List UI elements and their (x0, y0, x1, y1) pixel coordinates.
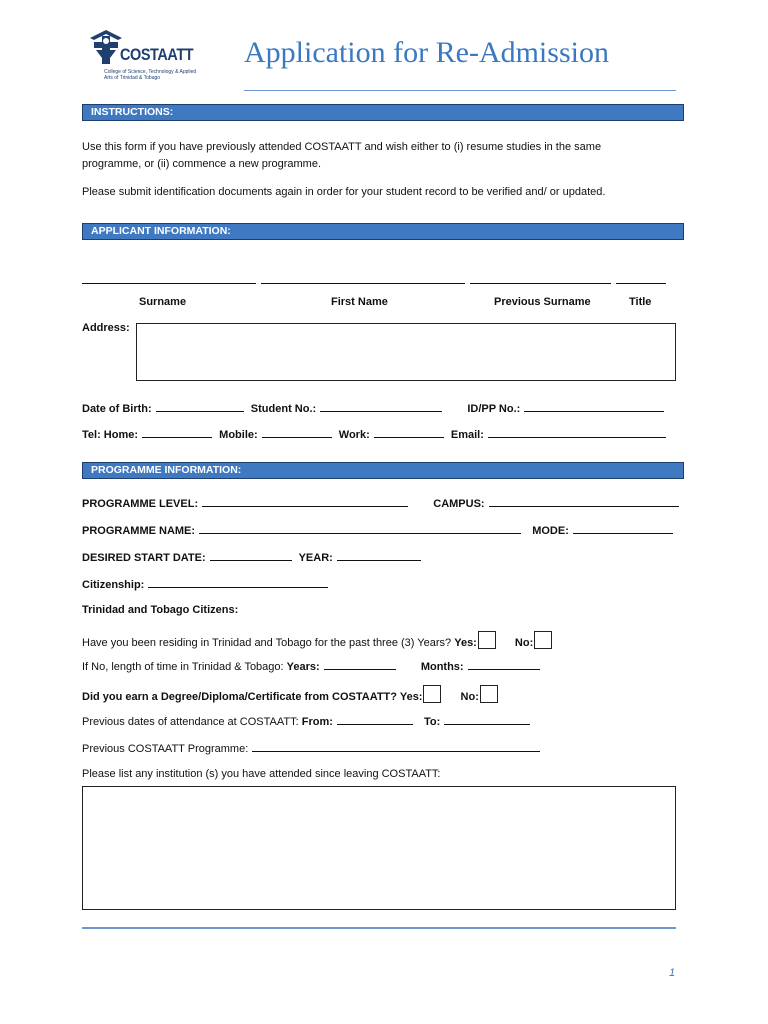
degree-question: Did you earn a Degree/Diploma/Certificate from COSTAATT? (82, 691, 397, 703)
instructions-heading: INSTRUCTIONS: (82, 104, 684, 121)
year-field[interactable] (337, 549, 421, 561)
from-field[interactable] (337, 713, 413, 725)
citizenship-field[interactable] (148, 576, 328, 588)
surname-field[interactable] (82, 272, 256, 284)
degree-row (82, 685, 510, 703)
logo-tagline: College of Science, Technology & Applied Arts of Trinidad & Tobago (104, 69, 197, 81)
months-label: Months: (420, 661, 464, 673)
programme-name-row (82, 522, 677, 537)
year-label: YEAR: (298, 552, 333, 564)
address-label: Address: (82, 322, 130, 334)
address-field[interactable] (136, 323, 676, 381)
work-label: Work: (338, 429, 370, 441)
instructions-text-line2: programme, or (ii) commence a new programme. (82, 158, 322, 170)
residing-no-checkbox[interactable] (534, 631, 552, 649)
previous-surname-field[interactable] (470, 272, 611, 284)
institutions-field[interactable] (82, 786, 676, 910)
title-rule (244, 90, 676, 91)
mobile-label: Mobile: (219, 429, 258, 441)
degree-no-checkbox[interactable] (480, 685, 498, 703)
citizenship-label: Citizenship: (82, 579, 145, 591)
page-number: 1 (669, 967, 676, 979)
dob-row (82, 400, 668, 415)
programme-info-heading: PROGRAMME INFORMATION: (82, 462, 684, 479)
applicant-info-heading: APPLICANT INFORMATION: (82, 223, 684, 240)
footer-rule (82, 927, 676, 929)
tel-home-field[interactable] (142, 426, 212, 438)
dob-field[interactable] (156, 400, 244, 412)
if-no-label: If No, length of time in Trinidad & Tobago: (82, 661, 284, 673)
from-label: From: (301, 716, 333, 728)
programme-level-field[interactable] (202, 495, 408, 507)
mode-label: MODE: (532, 525, 569, 537)
id-pp-label: ID/PP No.: (467, 403, 521, 415)
residing-row (82, 631, 564, 649)
start-date-field[interactable] (210, 549, 292, 561)
title-field[interactable] (616, 272, 666, 284)
years-field[interactable] (324, 658, 396, 670)
residing-question: Have you been residing in Trinidad and Tobago for the past three (3) Years? (82, 637, 452, 649)
tel-home-label: Tel: Home: (82, 429, 139, 441)
residing-yes-checkbox[interactable] (478, 631, 496, 649)
mobile-field[interactable] (262, 426, 332, 438)
citizenship-row (82, 576, 332, 591)
tel-row (82, 426, 670, 441)
prev-programme-row (82, 740, 544, 755)
prev-programme-label: Previous COSTAATT Programme: (82, 743, 249, 755)
to-label: To: (424, 716, 441, 728)
instructions-text-line1: Use this form if you have previously attended COSTAATT and wish either to (i) resume studies in the same (82, 141, 602, 153)
degree-yes-label: Yes: (399, 691, 423, 703)
prev-dates-label: Previous dates of attendance at COSTAATT: (82, 716, 299, 728)
length-row (82, 658, 544, 673)
page-title: Application for Re-Admission (244, 36, 609, 69)
email-label: Email: (450, 429, 484, 441)
id-pp-field[interactable] (524, 400, 664, 412)
prev-programme-field[interactable] (252, 740, 540, 752)
start-date-label: DESIRED START DATE: (82, 552, 206, 564)
previous-surname-label: Previous Surname (494, 296, 591, 308)
start-date-row (82, 549, 425, 564)
degree-no-label: No: (460, 691, 479, 703)
first-name-label: First Name (331, 296, 388, 308)
student-no-field[interactable] (320, 400, 442, 412)
surname-label: Surname (139, 296, 187, 308)
residing-yes-label: Yes: (454, 637, 477, 649)
programme-level-label: PROGRAMME LEVEL: (82, 498, 199, 510)
campus-field[interactable] (489, 495, 679, 507)
residing-no-label: No: (514, 637, 534, 649)
programme-name-field[interactable] (199, 522, 521, 534)
title-label: Title (629, 296, 652, 308)
email-field[interactable] (488, 426, 666, 438)
logo-name: COSTAATT (120, 45, 194, 64)
months-field[interactable] (468, 658, 540, 670)
student-no-label: Student No.: (250, 403, 317, 415)
work-field[interactable] (374, 426, 444, 438)
dob-label: Date of Birth: (82, 403, 152, 415)
mode-field[interactable] (573, 522, 673, 534)
degree-yes-checkbox[interactable] (423, 685, 441, 703)
to-field[interactable] (444, 713, 530, 725)
programme-level-row (82, 495, 683, 510)
instructions-text-para2: Please submit identification documents again in order for your student record to be verified and/ or updated. (82, 186, 606, 198)
programme-name-label: PROGRAMME NAME: (82, 525, 196, 537)
prev-dates-row (82, 713, 534, 728)
institutions-label: Please list any institution (s) you have attended since leaving COSTAATT: (82, 768, 441, 780)
costaatt-logo (86, 28, 198, 90)
first-name-field[interactable] (261, 272, 465, 284)
tt-citizens-label: Trinidad and Tobago Citizens: (82, 604, 239, 616)
campus-label: CAMPUS: (433, 498, 485, 510)
years-label: Years: (286, 661, 320, 673)
